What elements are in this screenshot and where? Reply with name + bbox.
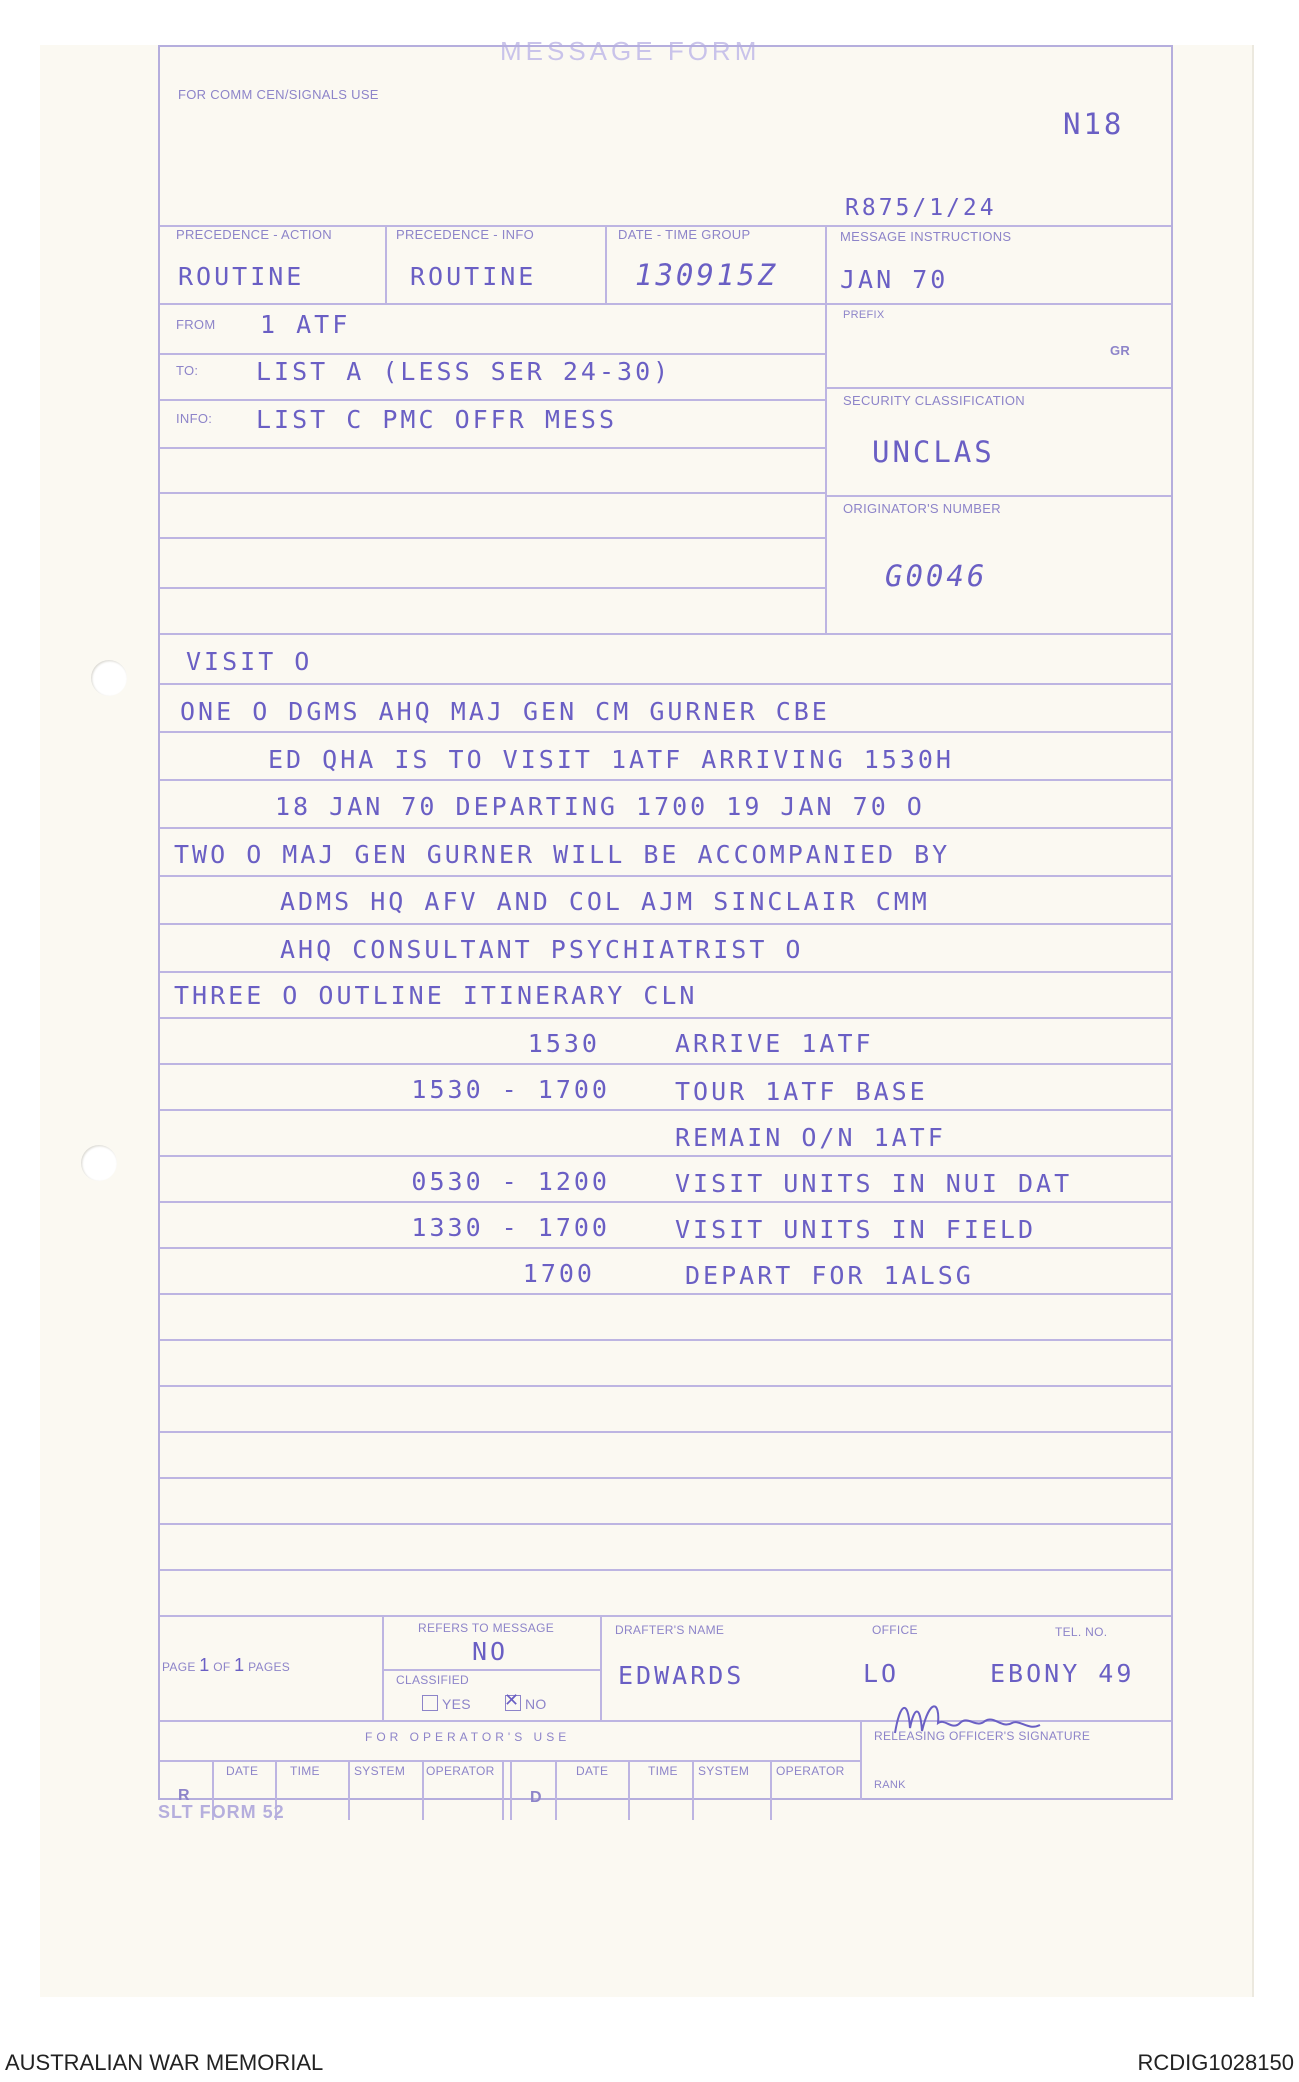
message-form	[158, 45, 1173, 1806]
sheet-number: N18	[1063, 107, 1125, 141]
info-label: INFO:	[176, 411, 213, 426]
to-label: TO:	[176, 363, 199, 378]
form-number: SLT FORM 52	[158, 1802, 285, 1822]
refers-to-value: NO	[472, 1637, 509, 1666]
itinerary-time: 0530 - 1200	[411, 1167, 610, 1196]
classified-no: ✕ NO	[504, 1690, 547, 1712]
office-value: LO	[863, 1659, 900, 1688]
prefix-label: PREFIX	[843, 309, 885, 321]
body-line-2: ONE O DGMS AHQ MAJ GEN CM GURNER CBE	[180, 697, 830, 726]
date-time-group-value: 130915Z	[635, 258, 779, 292]
operator-use-label: FOR OPERATOR'S USE	[365, 1730, 571, 1744]
no-checkbox: ✕	[504, 1690, 520, 1710]
from-value: 1 ATF	[260, 310, 351, 339]
d-date-label: DATE	[576, 1764, 609, 1778]
r-time-label: TIME	[290, 1764, 320, 1778]
classified-label: CLASSIFIED	[396, 1673, 470, 1687]
itinerary-time: 1330 - 1700	[411, 1213, 610, 1242]
r-date-label: DATE	[226, 1764, 259, 1778]
drafter-label: DRAFTER'S NAME	[615, 1623, 725, 1637]
from-label: FROM	[176, 317, 216, 332]
archive-source: AUSTRALIAN WAR MEMORIAL	[5, 2050, 324, 2075]
r-label: R	[178, 1787, 190, 1804]
releasing-officer-label: RELEASING OFFICER'S SIGNATURE	[874, 1729, 1091, 1743]
releasing-officer-signature	[890, 1693, 1090, 1753]
rank-label: RANK	[874, 1779, 906, 1791]
d-operator-label: OPERATOR	[776, 1764, 845, 1778]
punch-hole-bottom	[81, 1145, 117, 1181]
security-classification-label: SECURITY CLASSIFICATION	[843, 393, 1025, 408]
gr-label: GR	[1110, 343, 1131, 358]
originators-number-value: G0046	[885, 559, 988, 593]
itinerary-activity: TOUR 1ATF BASE	[675, 1077, 928, 1106]
itinerary-activity: VISIT UNITS IN FIELD	[675, 1215, 1037, 1244]
precedence-action-label: PRECEDENCE - ACTION	[176, 227, 332, 242]
itinerary-activity: ARRIVE 1ATF	[675, 1029, 874, 1058]
r-operator-label: OPERATOR	[426, 1764, 495, 1778]
body-line-7: AHQ CONSULTANT PSYCHIATRIST O	[280, 935, 804, 964]
d-system-label: SYSTEM	[698, 1764, 750, 1778]
file-reference: R875/1/24	[845, 195, 997, 221]
precedence-action-value: ROUTINE	[178, 262, 305, 291]
body-line-3: ED QHA IS TO VISIT 1ATF ARRIVING 1530H	[268, 745, 954, 774]
body-line-5: TWO O MAJ GEN GURNER WILL BE ACCOMPANIED BY	[174, 840, 951, 869]
tel-value: EBONY 49	[990, 1659, 1135, 1688]
drafter-value: EDWARDS	[618, 1661, 745, 1690]
page-label: PAGE 1 OF 1 PAGES	[162, 1655, 291, 1675]
punch-hole-top	[91, 660, 127, 696]
itinerary-time: 1530 - 1700	[411, 1075, 610, 1104]
yes-checkbox	[422, 1695, 438, 1711]
itinerary-activity: REMAIN O/N 1ATF	[675, 1123, 946, 1152]
form-title: MESSAGE FORM	[500, 36, 761, 66]
refers-to-label: REFERS TO MESSAGE	[418, 1621, 555, 1635]
itinerary-activity: DEPART FOR 1ALSG	[685, 1261, 974, 1290]
archive-id: RCDIG1028150	[1137, 2050, 1294, 2075]
body-line-6: ADMS HQ AFV AND COL AJM SINCLAIR CMM	[280, 887, 930, 916]
office-label: OFFICE	[872, 1623, 918, 1637]
itinerary-time: 1700	[522, 1259, 595, 1288]
message-instructions-label: MESSAGE INSTRUCTIONS	[840, 229, 1012, 244]
classified-yes: YES	[422, 1695, 471, 1712]
r-system-label: SYSTEM	[354, 1764, 406, 1778]
tel-label: TEL. NO.	[1055, 1625, 1108, 1639]
d-time-label: TIME	[648, 1764, 678, 1778]
date-time-group-label: DATE - TIME GROUP	[618, 227, 751, 242]
precedence-info-value: ROUTINE	[410, 262, 537, 291]
body-line-1: VISIT O	[186, 647, 313, 676]
itinerary-activity: VISIT UNITS IN NUI DAT	[675, 1169, 1073, 1198]
comm-use-label: FOR COMM CEN/SIGNALS USE	[178, 87, 379, 102]
message-instructions-value: JAN 70	[840, 265, 949, 294]
originators-number-label: ORIGINATOR'S NUMBER	[843, 501, 1001, 516]
precedence-info-label: PRECEDENCE - INFO	[396, 227, 535, 242]
body-line-4: 18 JAN 70 DEPARTING 1700 19 JAN 70 O	[275, 792, 925, 821]
to-value: LIST A (LESS SER 24-30)	[256, 357, 672, 386]
security-classification-value: UNCLAS	[872, 435, 995, 469]
d-label: D	[530, 1789, 542, 1806]
itinerary-time: 1530	[527, 1029, 600, 1058]
body-line-8: THREE O OUTLINE ITINERARY CLN	[174, 981, 698, 1010]
info-value: LIST C PMC OFFR MESS	[256, 405, 618, 434]
